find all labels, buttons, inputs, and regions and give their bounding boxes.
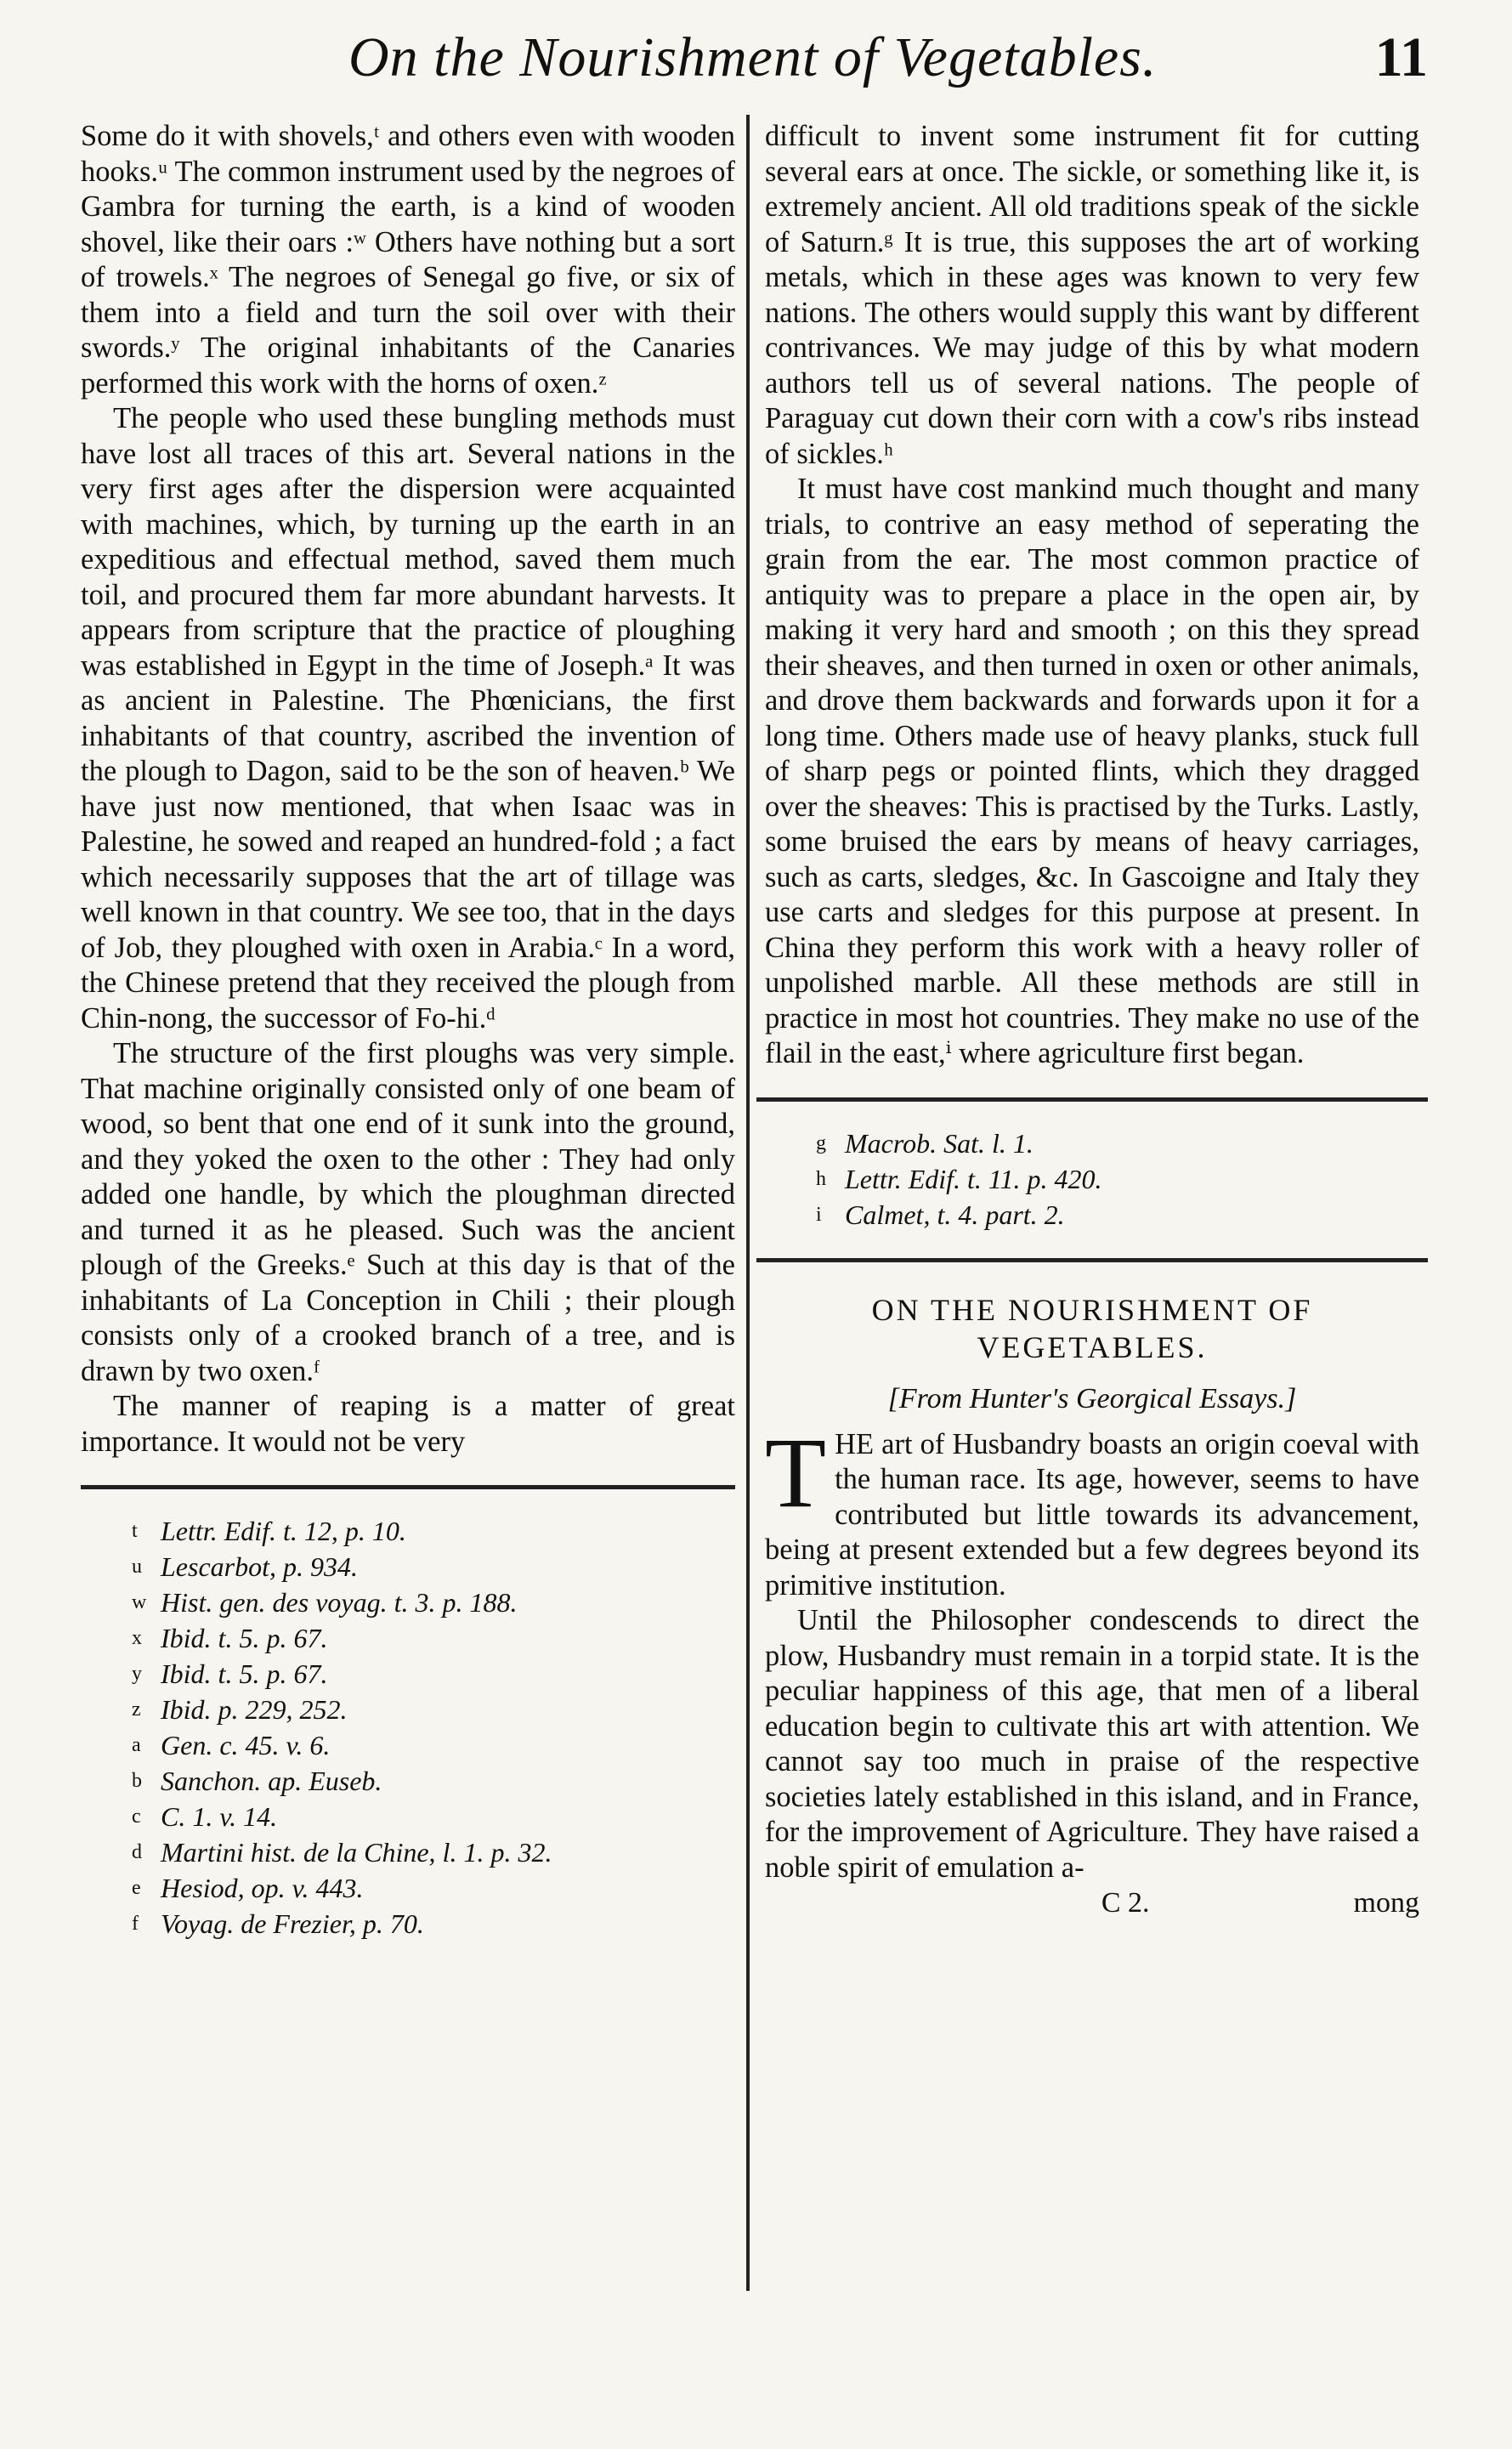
paragraph [765,1416,1419,1604]
paragraph: Until the Philosopher condescends to direct the plow, Husbandry must remain in a torpid state. It is the peculiar happiness of this age, that men of a liberal education begin to cultivate this art with attention. We cannot say too much in praise of the respective societies lately established in this island, and in France, for the improvement of Agriculture. They have raised a noble spirit of emulation a- [765,1604,1419,1884]
footnote: g Macrob. Sat. l. 1. [816,1127,1033,1159]
paragraph: The people who used these bungling methods must have lost all traces of this art. Several nations in the very first ages after the dispersion were acquainted with machines, which, by turning up the earth in an expeditious and effectual method, saved them much toil, and procured them far more abundant harvests. It appears from scripture that the practice of ploughing was established in Egypt in the time of Joseph.ᵃ It was as ancient in Palestine. The Phœnicians, the first inhabitants of that country, ascribed the invention of the plough to Dagon, said to be the son of heaven.ᵇ We have just now mentioned, that when Isaac was in Palestine, he sowed and reaped an hundred-fold ; a fact which necessarily supposes that the art of tillage was well known in that country. We see too, that in the days of Job, they ploughed with oxen in Arabia.ᶜ In a word, the Chinese pretend that they received the plough from Chin-nong, the successor of Fo-hi.ᵈ [81,402,735,1035]
footnote: d Martini hist. de la Chine, l. 1. p. 32. [132,1837,552,1868]
paragraph: The structure of the first ploughs was very simple. That machine originally consisted only of one beam of wood, so bent that one end of it sunk into the ground, and they yoked the oxen to the other : They had only added one handle, by which the ploughman directed and turned it as he pleased. Such was the ancient plough of the Greeks.ᵉ Such at this day is that of the inhabitants of La Conception in Chili ; their plough consists only of a crooked branch of a tree, and is drawn by two oxen.ᶠ [81,1037,735,1387]
signature-line [765,1887,1419,1919]
drop-cap: T [765,1416,827,1528]
footnote: x Ibid. t. 5. p. 67. [132,1623,328,1653]
paragraph-text: HE art of Husbandry boasts an origin coeval with the human race. Its age, however, seems to have contributed but little towards its advancement, being at present extended but a few degrees beyond its primitive institution. [765,1427,1419,1601]
footnote: e Hesiod, op. v. 443. [132,1873,364,1903]
right-column [765,119,1419,1919]
footnotes-right [765,1125,1419,1233]
footnote: z Ibid. p. 229, 252. [132,1694,348,1725]
footnote: f Voyag. de Frezier, p. 70. [132,1908,424,1939]
footnote: b Sanchon. ap. Euseb. [132,1766,382,1796]
footnote: w Hist. gen. des voyag. t. 3. p. 188. [132,1587,518,1618]
footnote: i Calmet, t. 4. part. 2. [816,1199,1065,1230]
paragraph: difficult to invent some instrument fit for cutting several ears at once. The sickle, or something like it, is extremely ancient. All old traditions speak of the sickle of Saturn.ᵍ It is true, this supposes the art of working metals, which in these ages was known to very few nations. The others would supply this want by different contrivances. We may judge of this by what modern authors tell us of several nations. The people of Paraguay cut down their corn with a cow's ribs instead of sickles.ʰ [765,120,1419,470]
signature-mark: C 2. [1101,1887,1150,1919]
running-head [255,26,1428,94]
footnote: u Lescarbot, p. 934. [132,1551,358,1582]
column-divider [746,115,750,2291]
left-column [81,119,735,1942]
footnote: a Gen. c. 45. v. 6. [132,1730,331,1760]
catchword: mong [1353,1887,1419,1919]
paragraph: The manner of reaping is a matter of great importance. It would not be very [81,1390,735,1458]
footnote: h Lettr. Edif. t. 11. p. 420. [816,1163,1102,1194]
page-title: On the Nourishment of Vegetables. [348,26,1158,88]
section-rule [756,1258,1428,1262]
page-number: 11 [1374,26,1428,88]
section-title: ON THE NOURISHMENT OF VEGETABLES. [871,1292,1313,1364]
footnote: y Ibid. t. 5. p. 67. [132,1658,328,1689]
paragraph: It must have cost mankind much thought and many trials, to contrive an easy method of seperating the grain from the ear. The most common practice of antiquity was to prepare a place in the open air, by making it very hard and smooth ; on this they spread their sheaves, and then turned in oxen or other animals, and drove them backwards and forwards upon it for a long time. Others made use of heavy planks, stuck full of sharp pegs or pointed flints, which they dragged over the sheaves: This is practised by the Turks. Lastly, some bruised the ears by means of heavy carriages, such as carts, sledges, &c. In Gascoigne and Italy they use carts and sledges for this purpose at present. In China they perform this work with a heavy roller of unpolished marble. All these methods are still in practice in most hot countries. They make no use of the flail in the east,ⁱ where agriculture first began. [765,473,1419,1069]
footnote: t Lettr. Edif. t. 12, p. 10. [132,1516,406,1546]
footnote-rule [81,1485,735,1489]
source-line: [From Hunter's Georgical Essays.] [887,1382,1297,1414]
paragraph: Some do it with shovels,ᵗ and others even with wooden hooks.ᵘ The common instrument used by the negroes of Gambra for turning the earth, is a kind of wooden shovel, like their oars :ʷ Others have nothing but a sort of trowels.ˣ The negroes of Senegal go five, or six of them into a field and turn the soil over with their swords.ʸ The original inhabitants of the Canaries performed this work with the horns of oxen.ᶻ [81,120,735,400]
footnotes-left [81,1513,735,1942]
footnote-rule [756,1097,1428,1102]
footnote: c C. 1. v. 14. [132,1801,278,1832]
